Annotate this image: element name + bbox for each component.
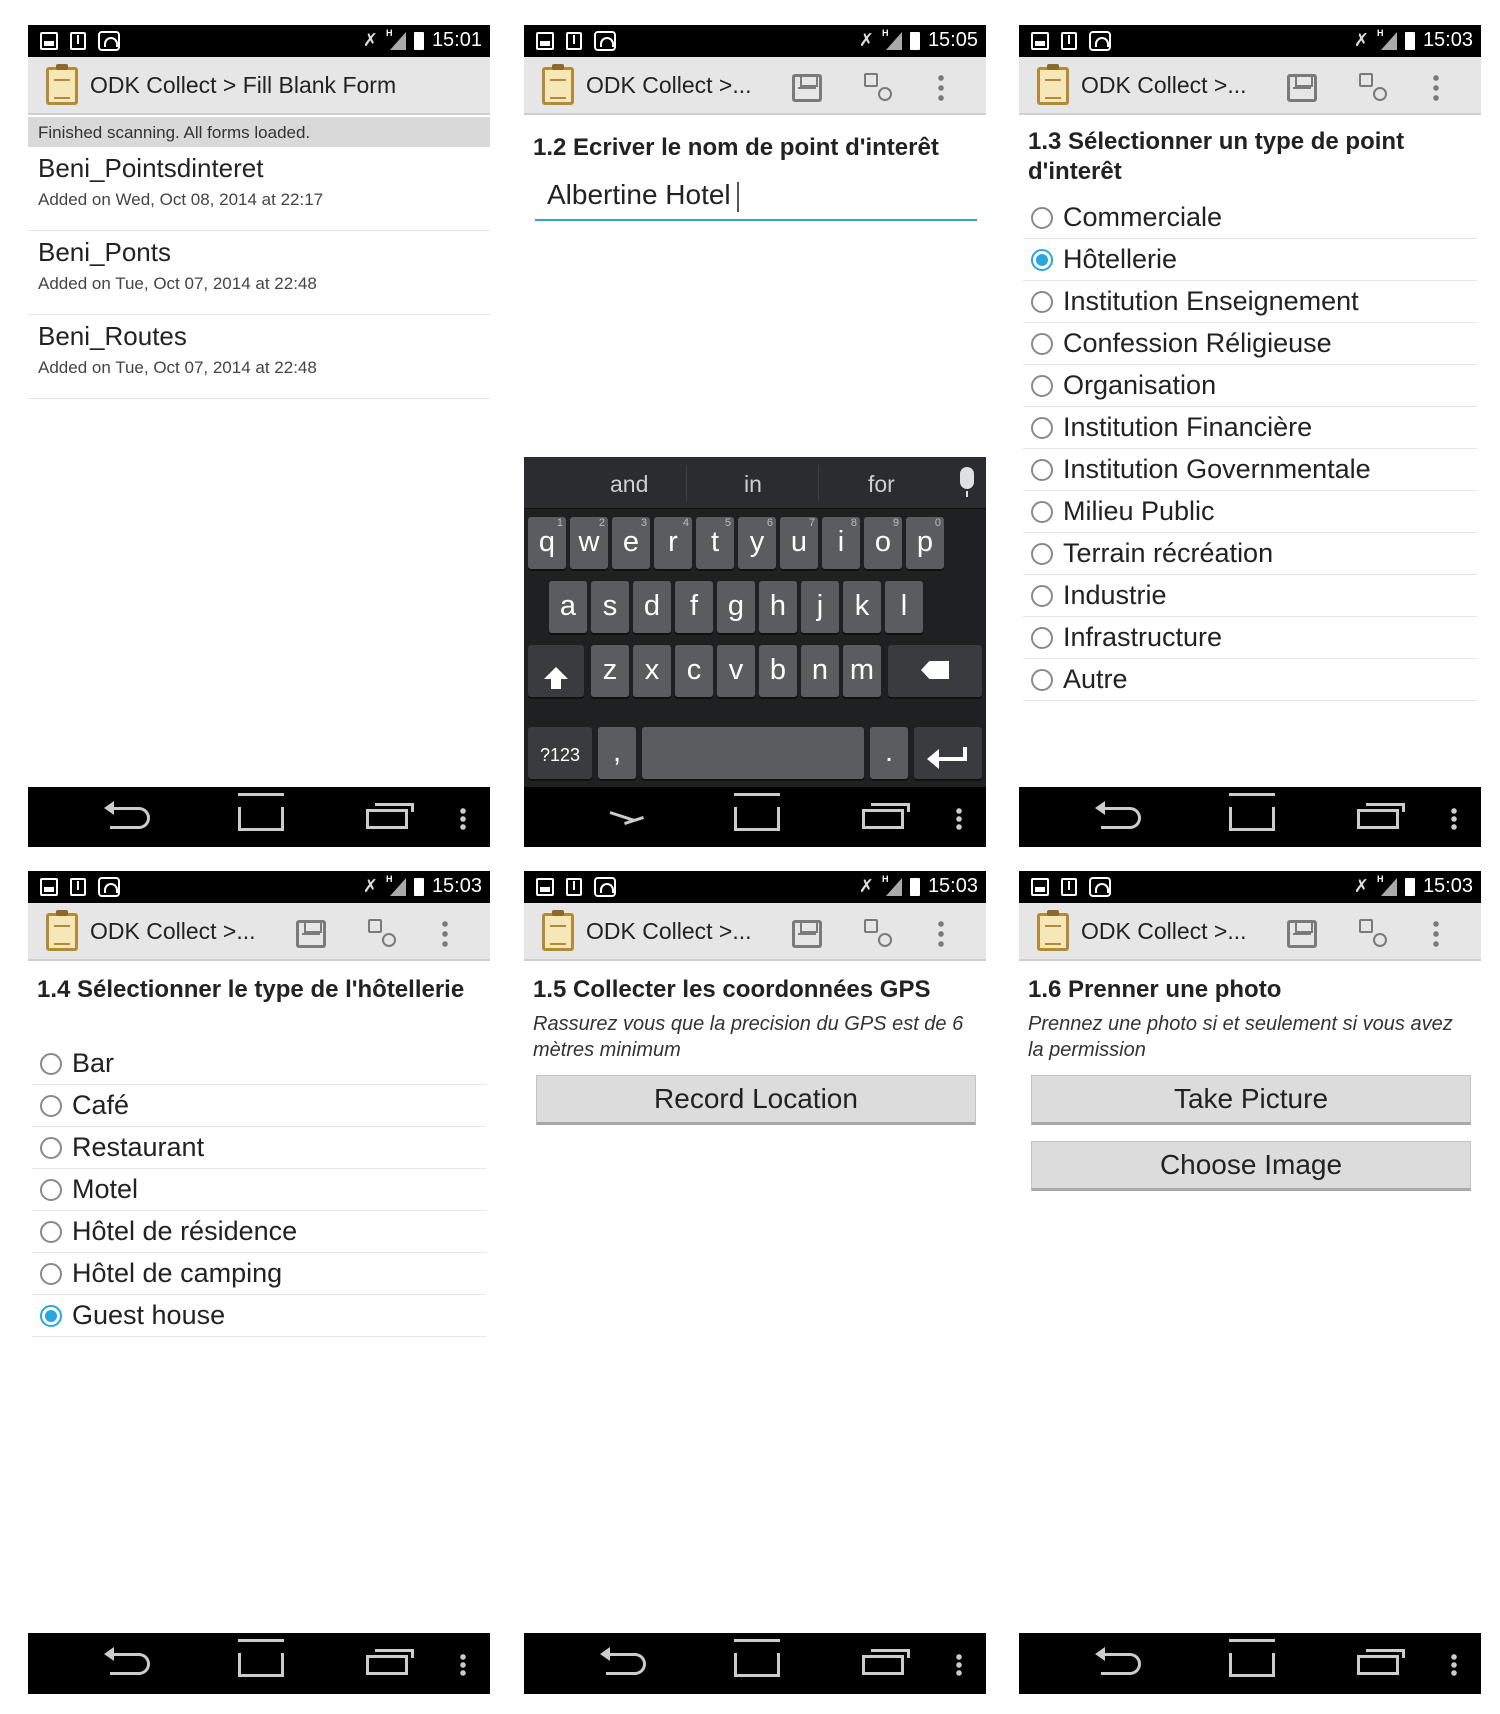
radio-option[interactable]	[32, 1043, 486, 1085]
action-bar-title: ODK Collect >...	[586, 72, 752, 98]
signal-icon	[386, 878, 406, 896]
keyboard-key[interactable]	[759, 581, 797, 633]
radio-option[interactable]	[32, 1211, 486, 1253]
radio-button[interactable]	[1031, 333, 1053, 355]
recents-icon[interactable]	[366, 809, 408, 829]
signal-icon	[386, 32, 406, 50]
radio-button[interactable]	[1031, 375, 1053, 397]
hierarchy-icon[interactable]	[864, 73, 892, 101]
action-bar-title: ODK Collect >...	[90, 918, 256, 944]
radio-option[interactable]	[1023, 575, 1477, 617]
clock: 15:03	[927, 875, 978, 897]
radio-option-label: Terrain récréation	[1063, 538, 1274, 568]
key-label: k	[854, 590, 870, 622]
screen-fill-blank-form	[28, 25, 490, 847]
key-hint-number: 9	[892, 517, 899, 529]
question-label: 1.4 Sélectionner le type de l'hôtellerie	[37, 976, 465, 1003]
navigation-bar	[524, 787, 986, 847]
clock: 15:03	[1422, 875, 1473, 897]
radio-button[interactable]	[40, 1221, 62, 1243]
navigation-bar	[1019, 1633, 1481, 1694]
action-bar-title: ODK Collect >...	[586, 918, 752, 944]
radio-option-label: Institution Enseignement	[1063, 286, 1359, 316]
app-clipboard-icon[interactable]	[1037, 913, 1069, 951]
radio-option-label: Motel	[72, 1174, 139, 1204]
key-label: n	[811, 654, 829, 686]
hide-keyboard-icon[interactable]	[606, 809, 646, 829]
mic-icon[interactable]	[960, 467, 974, 489]
key-label: o	[874, 526, 892, 558]
signal-icon	[1377, 878, 1397, 896]
comma-key[interactable]: ,	[598, 727, 636, 779]
question-label: 1.5 Collecter les coordonnées GPS	[533, 976, 931, 1003]
keyboard-key[interactable]	[801, 581, 839, 633]
wifi-notification-icon	[1089, 31, 1111, 51]
nav-overflow-icon[interactable]	[460, 1653, 466, 1677]
radio-option-label: Hôtel de résidence	[72, 1216, 298, 1246]
recents-icon[interactable]	[366, 1655, 408, 1675]
scan-status: Finished scanning. All forms loaded.	[28, 117, 490, 147]
keyboard-key[interactable]	[717, 581, 755, 633]
radio-button[interactable]	[1031, 543, 1053, 565]
keyboard-key[interactable]	[906, 517, 944, 569]
key-hint-number: 2	[598, 517, 605, 529]
navigation-bar	[1019, 787, 1481, 847]
status-bar	[1019, 871, 1481, 903]
key-hint-number: 3	[640, 517, 647, 529]
clock: 15:01	[431, 29, 482, 51]
radio-button[interactable]	[40, 1095, 62, 1117]
radio-option[interactable]	[1023, 281, 1477, 323]
radio-button[interactable]	[1031, 459, 1053, 481]
radio-option[interactable]	[1023, 323, 1477, 365]
action-bar-title: ODK Collect > Fill Blank Form	[90, 72, 397, 98]
key-hint-number: 7	[808, 517, 815, 529]
wifi-notification-icon	[98, 31, 120, 51]
back-icon[interactable]	[606, 1653, 646, 1675]
form-added-date: Added on Tue, Oct 07, 2014 at 22:48	[38, 274, 317, 293]
key-label: x	[644, 654, 660, 686]
radio-option-label: Organisation	[1063, 370, 1217, 400]
keyboard-key[interactable]	[675, 581, 713, 633]
action-bar-title: ODK Collect >...	[1081, 72, 1247, 98]
key-label: d	[643, 590, 661, 622]
download-notification-icon	[70, 878, 86, 896]
question-label: 1.6 Prenner une photo	[1028, 976, 1282, 1003]
keyboard-key[interactable]	[591, 581, 629, 633]
signal-icon	[882, 32, 902, 50]
radio-option[interactable]	[32, 1295, 486, 1337]
keyboard-key[interactable]	[591, 645, 629, 697]
recents-icon[interactable]	[1357, 1655, 1399, 1675]
radio-option[interactable]	[32, 1253, 486, 1295]
suggestion-strip	[524, 457, 986, 509]
radio-option-label: Bar	[72, 1048, 115, 1078]
screen-question-1-5	[524, 871, 986, 1694]
key-label: z	[602, 654, 618, 686]
back-icon[interactable]	[110, 807, 150, 829]
hierarchy-icon[interactable]	[864, 919, 892, 947]
radio-button[interactable]	[1031, 291, 1053, 313]
radio-option-label: Industrie	[1063, 580, 1167, 610]
navigation-bar	[524, 1633, 986, 1694]
status-bar	[28, 25, 490, 57]
keyboard-key[interactable]	[780, 517, 818, 569]
mute-icon: ✗	[1353, 30, 1369, 50]
form-list-item[interactable]	[28, 315, 490, 399]
home-icon[interactable]	[238, 807, 284, 831]
navigation-bar	[28, 787, 490, 847]
key-hint-number: 0	[934, 517, 941, 529]
navigation-bar	[28, 1633, 490, 1694]
clock: 15:03	[1422, 29, 1473, 51]
radio-button[interactable]	[40, 1053, 62, 1075]
save-icon[interactable]	[1287, 74, 1317, 102]
clock: 15:05	[927, 29, 978, 51]
hierarchy-icon[interactable]	[1359, 919, 1387, 947]
key-label: h	[769, 590, 787, 622]
wifi-notification-icon	[594, 877, 616, 897]
keyboard-key[interactable]	[738, 517, 776, 569]
radio-option[interactable]	[32, 1085, 486, 1127]
key-label: w	[578, 526, 600, 558]
download-notification-icon	[566, 878, 582, 896]
enter-key[interactable]	[914, 727, 982, 779]
option-list	[1023, 197, 1477, 701]
key-label: j	[816, 590, 824, 622]
radio-option-label: Hôtellerie	[1063, 244, 1178, 274]
key-label: s	[602, 590, 618, 622]
keyboard-key[interactable]	[570, 517, 608, 569]
screen-question-1-2	[524, 25, 986, 847]
question-label: 1.2 Ecriver le nom de point d'interêt	[533, 134, 939, 161]
radio-option[interactable]	[1023, 491, 1477, 533]
keyboard-key[interactable]	[675, 645, 713, 697]
key-label: p	[916, 526, 934, 558]
nav-overflow-icon[interactable]	[460, 807, 466, 831]
app-clipboard-icon[interactable]	[542, 67, 574, 105]
key-label: i	[837, 526, 845, 558]
app-clipboard-icon[interactable]	[46, 913, 78, 951]
action-bar	[1019, 903, 1481, 961]
radio-button[interactable]	[1031, 207, 1053, 229]
overflow-menu-icon[interactable]	[1433, 73, 1439, 101]
action-bar-title: ODK Collect >...	[1081, 918, 1247, 944]
image-notification-icon	[40, 878, 58, 896]
home-icon[interactable]	[1229, 807, 1275, 831]
radio-option[interactable]	[32, 1127, 486, 1169]
key-label: f	[689, 590, 699, 622]
radio-option-label: Autre	[1063, 664, 1128, 694]
save-icon[interactable]	[296, 920, 326, 948]
home-icon[interactable]	[734, 807, 780, 831]
form-list-item[interactable]	[28, 231, 490, 315]
question-label: 1.3 Sélectionner un type de point d'interêt	[1028, 128, 1405, 185]
keyboard-key[interactable]	[759, 645, 797, 697]
radio-option[interactable]	[1023, 197, 1477, 239]
radio-option-label: Hôtel de camping	[72, 1258, 283, 1288]
take-picture-button[interactable]: Take Picture	[1031, 1075, 1471, 1125]
status-bar	[28, 871, 490, 903]
shift-icon	[544, 667, 568, 679]
status-bar	[524, 871, 986, 903]
key-label: l	[900, 590, 908, 622]
wifi-notification-icon	[98, 877, 120, 897]
radio-option-label: Restaurant	[72, 1132, 205, 1162]
form-name: Beni_Ponts	[38, 237, 171, 267]
radio-button[interactable]	[1031, 627, 1053, 649]
radio-option[interactable]	[1023, 239, 1477, 281]
battery-icon	[910, 32, 920, 50]
image-notification-icon	[1031, 32, 1049, 50]
radio-option-label: Confession Réligieuse	[1063, 328, 1332, 358]
backspace-key[interactable]	[888, 645, 982, 697]
home-icon[interactable]	[734, 1653, 780, 1677]
signal-icon	[882, 878, 902, 896]
nav-overflow-icon[interactable]	[956, 807, 962, 831]
app-clipboard-icon[interactable]	[46, 67, 78, 105]
overflow-menu-icon[interactable]	[1433, 919, 1439, 947]
key-label: g	[727, 590, 745, 622]
image-notification-icon	[1031, 878, 1049, 896]
radio-option-label: Institution Governmentale	[1063, 454, 1371, 484]
hierarchy-icon[interactable]	[368, 919, 396, 947]
action-bar	[28, 903, 490, 961]
overflow-menu-icon[interactable]	[938, 73, 944, 101]
action-bar	[28, 57, 490, 115]
keyboard-key[interactable]	[654, 517, 692, 569]
hierarchy-icon[interactable]	[1359, 73, 1387, 101]
back-icon[interactable]	[110, 1653, 150, 1675]
form-added-date: Added on Wed, Oct 08, 2014 at 22:17	[38, 190, 324, 209]
radio-option[interactable]	[1023, 407, 1477, 449]
key-label: q	[538, 526, 556, 558]
form-name: Beni_Pointsdinteret	[38, 153, 264, 183]
wifi-notification-icon	[1089, 877, 1111, 897]
mute-icon: ✗	[362, 30, 378, 50]
keyboard-key[interactable]	[864, 517, 902, 569]
battery-icon	[414, 32, 424, 50]
home-icon[interactable]	[1229, 1653, 1275, 1677]
nav-overflow-icon[interactable]	[1451, 807, 1457, 831]
screen-question-1-4	[28, 871, 490, 1694]
nav-overflow-icon[interactable]	[1451, 1653, 1457, 1677]
app-clipboard-icon[interactable]	[1037, 67, 1069, 105]
key-label: a	[559, 590, 577, 622]
question-hint: Prennez une photo si et seulement si vous avez la permission	[1028, 1013, 1453, 1061]
key-hint-number: 8	[850, 517, 857, 529]
key-label: e	[622, 526, 640, 558]
spacebar-key[interactable]	[642, 727, 864, 779]
symbols-key-label: ?123	[539, 745, 581, 765]
form-added-date: Added on Tue, Oct 07, 2014 at 22:48	[38, 358, 317, 377]
recents-icon[interactable]	[862, 809, 904, 829]
keyboard-key[interactable]	[885, 581, 923, 633]
download-notification-icon	[1061, 878, 1077, 896]
overflow-menu-icon[interactable]	[442, 919, 448, 947]
action-bar	[524, 903, 986, 961]
key-label: m	[849, 654, 875, 686]
backspace-icon	[921, 661, 949, 679]
battery-icon	[1405, 878, 1415, 896]
clock: 15:03	[431, 875, 482, 897]
mute-icon: ✗	[362, 876, 378, 896]
radio-option[interactable]	[1023, 659, 1477, 701]
keyboard-key[interactable]	[843, 581, 881, 633]
radio-button[interactable]	[1031, 249, 1053, 271]
back-icon[interactable]	[1101, 807, 1141, 829]
radio-option-label: Milieu Public	[1063, 496, 1215, 526]
key-label: r	[668, 526, 678, 558]
keyboard-key[interactable]	[612, 517, 650, 569]
radio-option[interactable]	[1023, 617, 1477, 659]
keyboard-key[interactable]	[822, 517, 860, 569]
download-notification-icon	[566, 32, 582, 50]
answer-text-input[interactable]: Albertine Hotel	[535, 173, 977, 221]
image-notification-icon	[536, 878, 554, 896]
save-icon[interactable]	[792, 74, 822, 102]
image-notification-icon	[536, 32, 554, 50]
choose-image-button[interactable]: Choose Image	[1031, 1141, 1471, 1191]
radio-option[interactable]	[1023, 449, 1477, 491]
suggestion-item[interactable]: in	[744, 471, 762, 497]
key-hint-number: 4	[682, 517, 689, 529]
save-icon[interactable]	[1287, 920, 1317, 948]
key-label: y	[749, 526, 765, 558]
radio-button[interactable]	[1031, 417, 1053, 439]
radio-button[interactable]	[40, 1263, 62, 1285]
back-icon[interactable]	[1101, 1653, 1141, 1675]
key-hint-number: 1	[556, 517, 563, 529]
radio-button[interactable]	[1031, 585, 1053, 607]
download-notification-icon	[70, 32, 86, 50]
recents-icon[interactable]	[862, 1655, 904, 1675]
suggestion-item[interactable]: for	[868, 471, 895, 497]
battery-icon	[414, 878, 424, 896]
keyboard-key[interactable]	[633, 581, 671, 633]
action-bar	[524, 57, 986, 115]
radio-button[interactable]	[40, 1305, 62, 1327]
app-clipboard-icon[interactable]	[542, 913, 574, 951]
radio-button[interactable]	[1031, 501, 1053, 523]
status-bar	[1019, 25, 1481, 57]
screen-question-1-3	[1019, 25, 1481, 847]
symbols-key[interactable]	[528, 727, 592, 779]
suggestion-divider	[686, 465, 687, 501]
keyboard-key[interactable]	[717, 645, 755, 697]
mute-icon: ✗	[858, 30, 874, 50]
key-label: b	[769, 654, 787, 686]
period-key[interactable]: .	[870, 727, 908, 779]
form-list-item[interactable]	[28, 147, 490, 231]
screen-question-1-6	[1019, 871, 1481, 1694]
form-name: Beni_Routes	[38, 321, 187, 351]
home-icon[interactable]	[238, 1653, 284, 1677]
key-hint-number: 6	[766, 517, 773, 529]
battery-icon	[1405, 32, 1415, 50]
radio-option-label: Café	[72, 1090, 130, 1120]
radio-option[interactable]	[32, 1169, 486, 1211]
shift-key[interactable]	[528, 645, 584, 697]
option-list	[32, 1043, 486, 1337]
keyboard-key[interactable]	[549, 581, 587, 633]
recents-icon[interactable]	[1357, 809, 1399, 829]
suggestion-item[interactable]: and	[610, 471, 649, 497]
image-notification-icon	[40, 32, 58, 50]
key-label: c	[686, 654, 702, 686]
keyboard-key[interactable]	[843, 645, 881, 697]
wifi-notification-icon	[594, 31, 616, 51]
radio-button[interactable]	[40, 1179, 62, 1201]
signal-icon	[1377, 32, 1397, 50]
keyboard-key[interactable]	[633, 645, 671, 697]
keyboard-key[interactable]	[696, 517, 734, 569]
nav-overflow-icon[interactable]	[956, 1653, 962, 1677]
key-label: t	[710, 526, 720, 558]
battery-icon	[910, 878, 920, 896]
radio-option[interactable]	[1023, 365, 1477, 407]
suggestion-divider	[818, 465, 819, 501]
radio-option-label: Infrastructure	[1063, 622, 1223, 652]
radio-button[interactable]	[40, 1137, 62, 1159]
key-label: u	[790, 526, 808, 558]
mute-icon: ✗	[858, 876, 874, 896]
download-notification-icon	[1061, 32, 1077, 50]
enter-icon	[929, 757, 967, 761]
mute-icon: ✗	[1353, 876, 1369, 896]
action-bar	[1019, 57, 1481, 115]
question-hint: Rassurez vous que la precision du GPS est de 6 mètres minimum	[533, 1013, 964, 1061]
status-bar	[524, 25, 986, 57]
soft-keyboard	[524, 457, 986, 787]
radio-option-label: Guest house	[72, 1300, 226, 1330]
save-icon[interactable]	[792, 920, 822, 948]
radio-option[interactable]	[1023, 533, 1477, 575]
radio-option-label: Institution Financière	[1063, 412, 1313, 442]
record-location-button[interactable]: Record Location	[536, 1075, 976, 1125]
key-label: v	[728, 654, 744, 686]
overflow-menu-icon[interactable]	[938, 919, 944, 947]
keyboard-key[interactable]	[801, 645, 839, 697]
radio-option-label: Commerciale	[1063, 202, 1223, 232]
key-hint-number: 5	[724, 517, 731, 529]
radio-button[interactable]	[1031, 669, 1053, 691]
keyboard-key[interactable]	[528, 517, 566, 569]
